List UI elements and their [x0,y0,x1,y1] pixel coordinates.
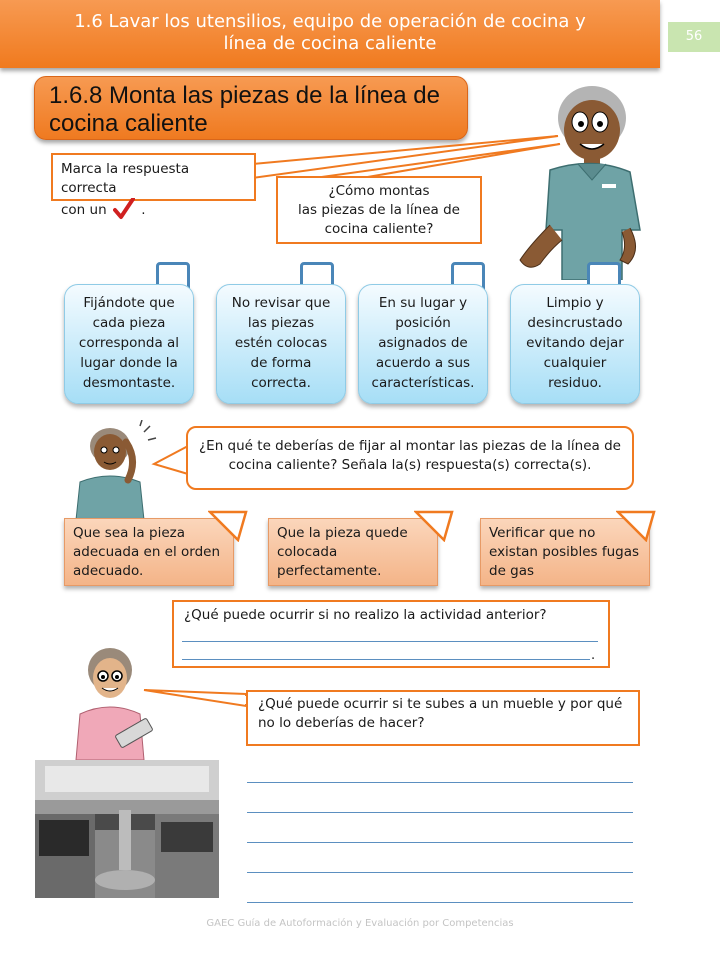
answer-2-line: perfectamente. [277,563,382,579]
option-1-line: desmontaste. [82,375,176,391]
option-3-line: características. [371,375,475,391]
question-4-answer-line-4[interactable] [247,872,633,873]
option-2-line: estén colocas [234,335,328,351]
question-4-answer-line-2[interactable] [247,812,633,813]
option-2-line: correcta. [251,375,311,391]
option-2-line: No revisar que [231,295,331,311]
man-illustration [500,80,660,280]
question-4-answer-line-1[interactable] [247,782,633,783]
option-4-line: cualquier [543,355,607,371]
option-4-line: desincrustado [527,315,623,331]
option-1-line: lugar donde la [80,355,178,371]
option-2-line: de forma [250,355,312,371]
question-3-end-mark: . [591,648,596,663]
option-1-line: corresponda al [78,335,180,351]
answer-2-line: colocada [277,544,338,560]
option-4-card [510,284,640,404]
option-3-line: acuerdo a sus [375,355,471,371]
option-1-card [64,284,194,404]
option-4-line: evitando dejar [526,335,624,351]
section-title-line1: 1.6.8 Monta las piezas de la línea de [49,82,440,109]
header-title-line1: 1.6 Lavar los utensilios, equipo de operación de cocina y [74,11,586,32]
question-4-pointer [140,686,250,716]
header-title-line2: línea de cocina caliente [223,33,437,54]
option-1-line: cada pieza [92,315,166,331]
answer-1-tick-triangle[interactable] [208,510,248,542]
section-title-line2: cocina caliente [49,110,208,137]
question-3-answer-line-2[interactable] [182,659,590,660]
option-3-line: asignados de [378,335,468,351]
answer-3-tick-triangle[interactable] [616,510,656,542]
answer-3-line: existan posibles fugas [489,544,640,560]
answer-3-line: de gas [489,563,535,579]
question-1-line1: ¿Cómo montas [328,183,430,199]
question-4-answer-line-3[interactable] [247,842,633,843]
answer-2-line: Que la pieza quede [277,525,408,541]
option-1-line: Fijándote que [83,295,175,311]
question-3-text: ¿Qué puede ocurrir si no realizo la actividad anterior? [184,607,547,623]
question-2-box [186,426,634,490]
question-2-line2: cocina caliente? Señala la(s) respuesta(s) correcta(s). [228,457,592,473]
instruction-line2-before: con un [61,202,107,218]
option-3-card [358,284,488,404]
question-1-line2: las piezas de la línea de [298,202,460,218]
question-4-line1: ¿Qué puede ocurrir si te subes a un mueble y por qué [258,696,623,712]
question-1-box [276,176,482,244]
answer-1-line: adecuado. [73,563,144,579]
question-2-line1: ¿En qué te deberías de fijar al montar las piezas de la línea de [199,438,621,454]
option-2-card [216,284,346,404]
question-3-box [172,600,610,668]
footer-text: GAEC Guía de Autoformación y Evaluación por Competencias [206,918,514,929]
question-3-answer-line-1[interactable] [182,641,598,642]
answer-1-line: adecuada en el orden [73,544,221,560]
instruction-box [51,153,256,218]
instruction-line1: Marca la respuesta correcta [61,161,190,196]
question-4-answer-line-5[interactable] [247,902,633,903]
answer-1-line: Que sea la pieza [73,525,185,541]
answer-2-tick-triangle[interactable] [414,510,454,542]
answer-2-card [268,518,438,586]
question-4-box [246,690,640,746]
option-3-line: En su lugar y [378,295,468,311]
check-mark-icon [113,198,135,220]
question-4-line2: no lo deberías de hacer? [258,715,425,731]
kitchen-photo-image [35,760,219,898]
kitchen-photo [35,760,219,898]
answer-3-line: Verificar que no [489,525,596,541]
option-4-line: residuo. [548,375,602,391]
option-4-line: Limpio y [546,295,604,311]
instruction-line2-after: . [141,202,146,218]
option-2-line: las piezas [247,315,315,331]
question-1-line3: cocina caliente? [324,221,434,237]
option-3-line: posición [395,315,451,331]
page-number: 56 [668,22,720,52]
